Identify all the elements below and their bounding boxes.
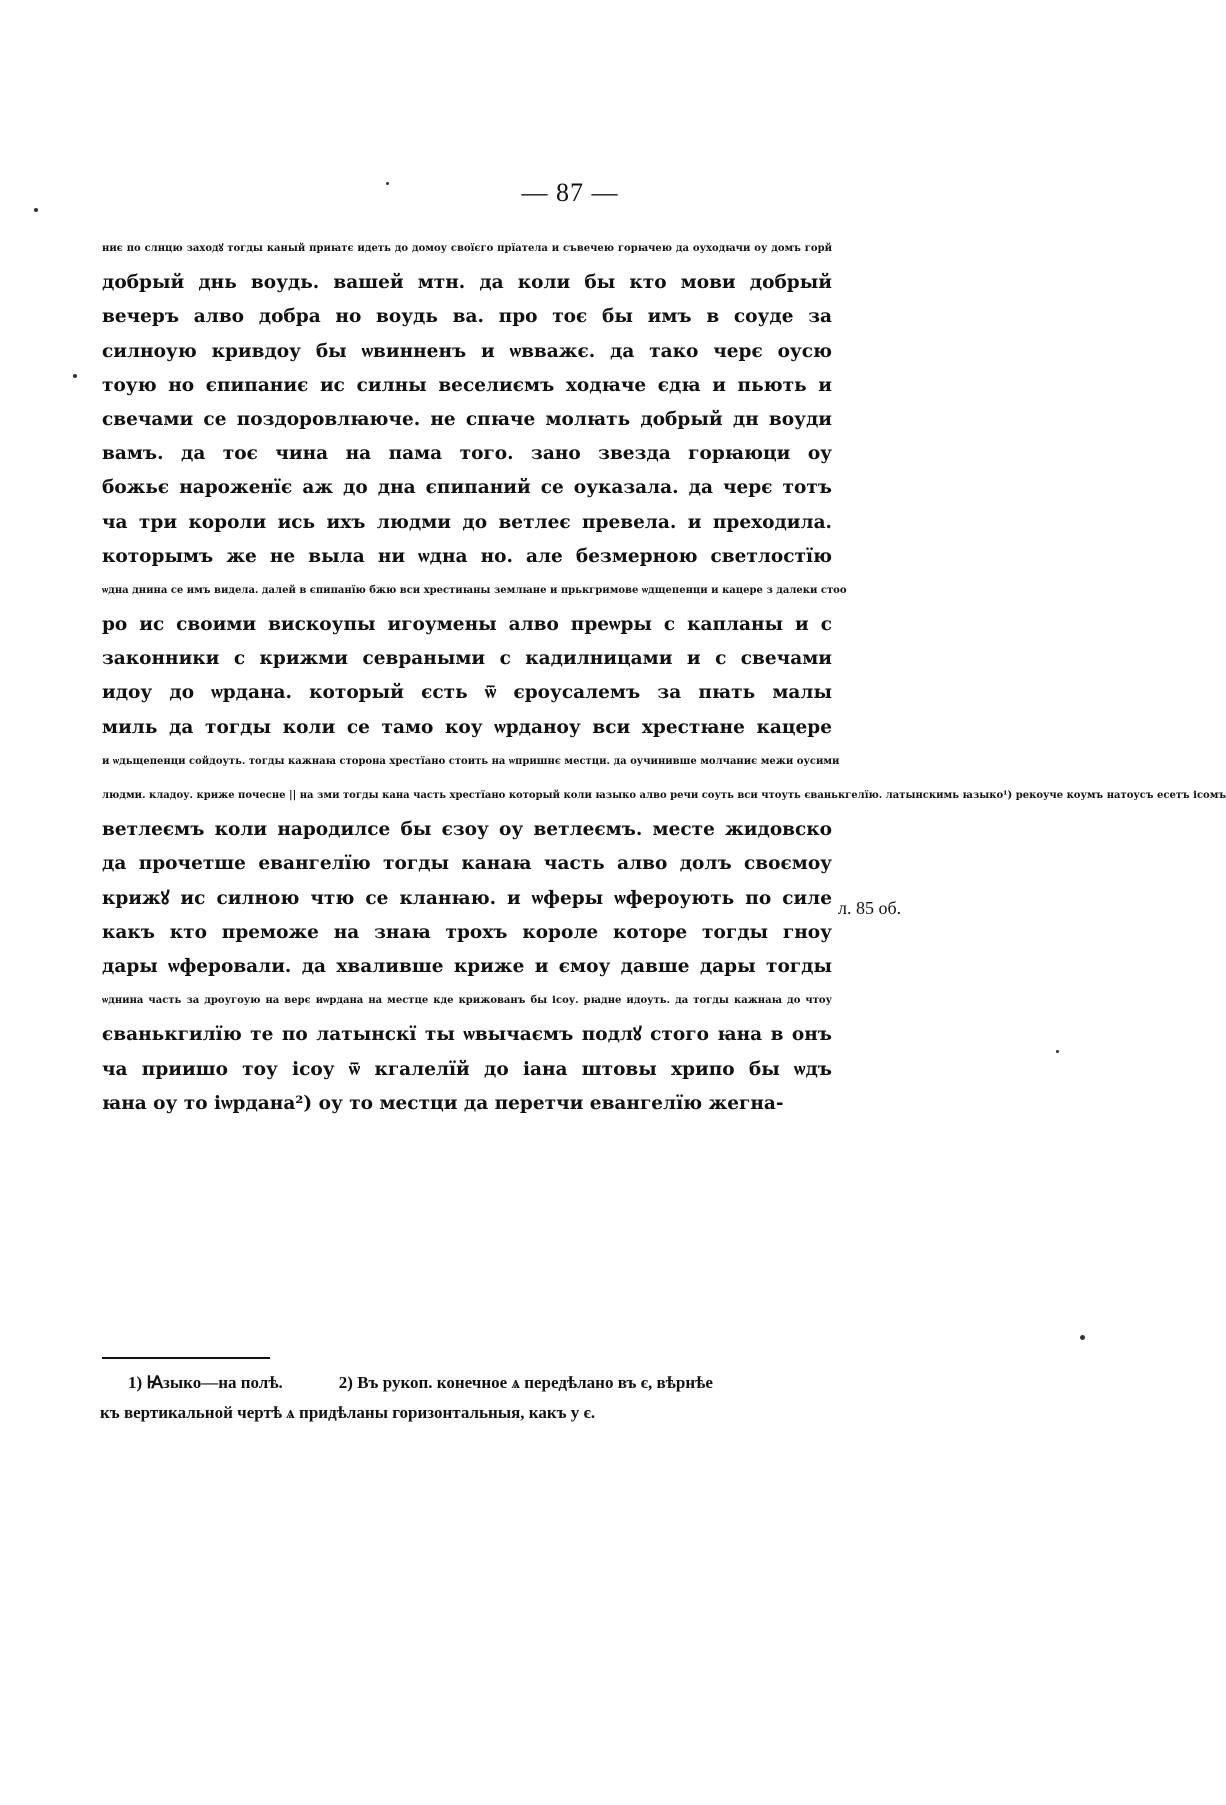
- text-line: идоу до ѡрдана. который єсть ѿ єроусалемъ за пꙗть малы: [102, 682, 832, 704]
- text-line: ро ис своими вискоупы игоумены алво преѡры с капланы и с: [102, 614, 832, 636]
- text-line: свечами се поздоровлꙗюче. не спꙗче молꙗть добрый дн воуди: [102, 408, 832, 430]
- folio-margin-note: л. 85 об.: [838, 898, 902, 918]
- footnote-2: 2) Въ рукоп. конечное ѧ передѣлано въ є, вѣрнѣе: [338, 1373, 713, 1392]
- text-line: ѡднина часть за дроугоую на верє иѡрдана на местце кде крижованъ бы ісоу. рꙗдне идоуть. да тогды кажнаꙗ до чтоу: [102, 995, 832, 1007]
- text-line: вечеръ алво добра но воудь ва. про тоє бы имъ в соуде за: [102, 306, 832, 328]
- scan-speck: [73, 374, 77, 378]
- scan-speck: [34, 208, 38, 212]
- text-line: ча приишо тоу ісоу ѿ кгалелїй до іана штовы хрипо бы ѡдъ: [102, 1058, 832, 1080]
- footnote-divider: [102, 1357, 270, 1359]
- scan-speck: [386, 182, 389, 185]
- text-line: которымъ же не выла ни ѡдна но. але безмерною светлостїю: [102, 545, 832, 567]
- footnote-line: [128, 1368, 828, 1398]
- footnotes: [100, 1368, 828, 1428]
- text-line: єванькгилїю те по латынскї ты ѡвычаємъ подлꙋ стого ꙗна в онъ: [102, 1024, 832, 1046]
- text-line: силноую кривдоу бы ѡвинненъ и ѡвважє. да тако черє оусю: [102, 340, 832, 362]
- scan-speck: [1056, 1050, 1059, 1053]
- text-line: вамъ. да тоє чина на пама того. зано звезда горꙗюци оу: [102, 443, 832, 465]
- text-line: какъ кто преможе на знаꙗ трохъ короле которе тогды гноу: [102, 921, 832, 943]
- scan-speck: [1080, 1335, 1085, 1340]
- text-line: ниє по слнцю заходꙋ тогды каный приꙗтє идеть до домоу своїєго прїатела и съвечею горꙗчею да оуходꙗчи оу домъ горй: [102, 243, 832, 254]
- text-line: миль да тогды коли се тамо коу ѡрданоу вси хрестꙗне кацере: [102, 716, 832, 738]
- text-line: ча три короли ись ихъ людми до ветлеє превела. и преходила.: [102, 511, 832, 533]
- text-line: дары ѡферовали. да хваливше криже и ємоу давше дары тогды: [102, 955, 832, 977]
- text-line: крижꙋ ис силною чтю се кланꙗю. и ѡферы ѡфероують по силе: [102, 887, 832, 909]
- text-line: людми. кладоу. криже почесне || на зми тогды кана часть хрестїано который коли ꙗзыко алво речи соуть вси чтоуть єванькгелїю. латынскимь ꙗзыко¹) рекоуче коумъ натоусъ есетъ ісомъ: [102, 790, 1226, 801]
- text-line: законники с крижми севраными с кадилницами и с свечами: [102, 648, 832, 670]
- text-line: ветлеємъ коли народилсе бы єзоу оу ветлеємъ. месте жидовско: [102, 819, 832, 841]
- text-line: тоую но єпипаниє ис силны веселиємъ ходꙗче єдꙗ и пьють и: [102, 374, 832, 396]
- footnote-2-continuation: къ вертикальной чертѣ ѧ придѣланы горизонтальныя, какъ у є.: [100, 1403, 596, 1422]
- text-line: да прочетше евангелїю тогды канаꙗ часть алво долъ своємоу: [102, 853, 832, 875]
- footnote-1: 1) Ꙗзыко—на полѣ.: [128, 1373, 283, 1392]
- text-line: ꙗна оу то іѡрдана²) оу то местци да перетчи евангелїю жегна-: [102, 1092, 784, 1114]
- text-line: божьє нароженїє аж до дна єпипаний се оуказала. да черє тотъ: [102, 477, 832, 499]
- page-number: — 87 —: [521, 178, 619, 207]
- text-line: ѡдна днина се имъ видела. далей в єпипанїю бжю вси хрестиꙗны землꙗне и прькгримове ѡдщепенци и кацере з далеки стоо: [102, 584, 847, 596]
- text-line: и ѡдьщепенци сойдоуть. тогды кажнаꙗ сторона хрестїано стоить на ѡпришнє местци. да оучинивше молчаниє межи оусими: [102, 755, 840, 767]
- text-line: добрый днь воудь. вашей мтн. да коли бы кто мови добрый: [102, 272, 832, 294]
